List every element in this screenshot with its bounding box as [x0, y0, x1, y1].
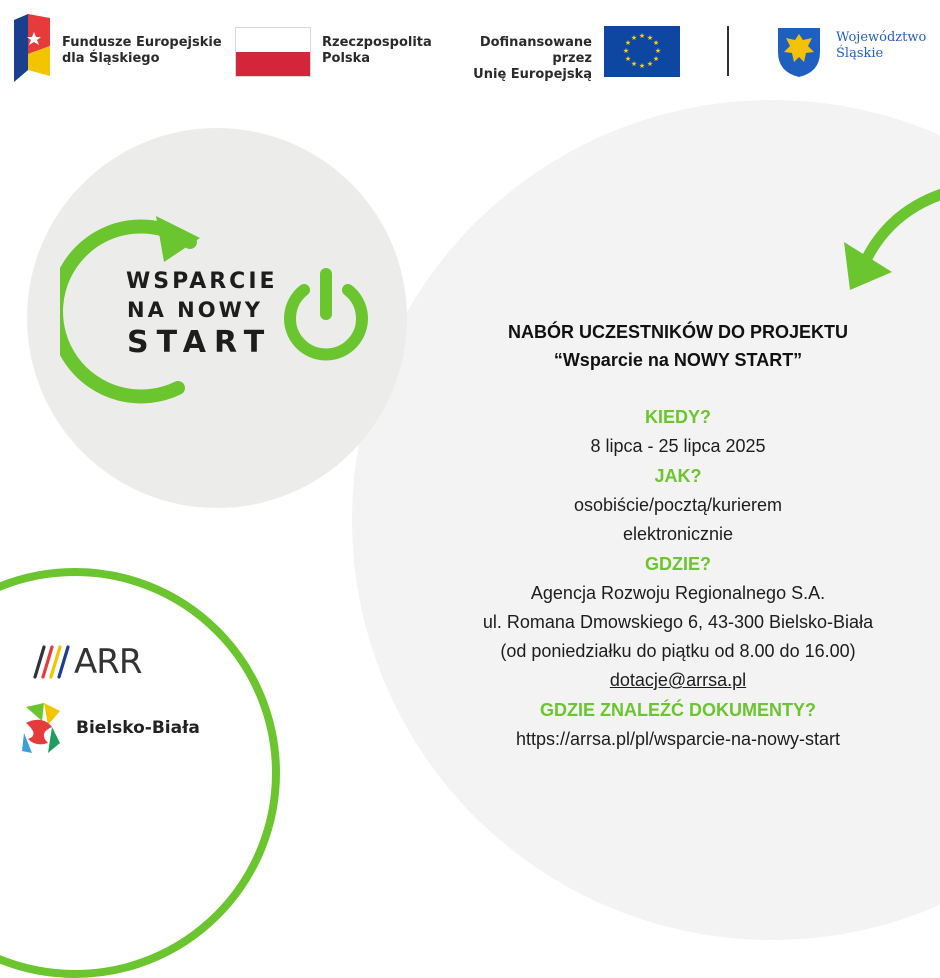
- svg-text:★: ★: [638, 32, 646, 40]
- arr-stripes-icon: [32, 644, 74, 680]
- arr-logo: [32, 644, 142, 680]
- arr-logo-text: ARR: [74, 642, 142, 682]
- green-arrow-icon: [830, 186, 940, 296]
- svg-text:★: ★: [622, 47, 630, 55]
- woj-logo-text: Województwo Śląskie: [836, 30, 927, 61]
- when-heading: KIEDY?: [644, 407, 711, 427]
- decorative-green-ring: [0, 568, 280, 978]
- svg-text:★: ★: [630, 60, 638, 68]
- svg-text:★: ★: [630, 34, 638, 42]
- svg-text:★: ★: [646, 60, 654, 68]
- logo-line-1: WSPARCIE: [126, 269, 278, 294]
- polish-flag-icon: [235, 27, 311, 77]
- svg-text:★: ★: [652, 39, 660, 47]
- where-line-3: (od poniedziałku do piątku od 8.00 do 16.00): [500, 641, 856, 661]
- eu-funding-text: Dofinansowane przez Unię Europejską: [473, 35, 592, 82]
- how-value-1: osobiście/pocztą/kurierem: [573, 495, 783, 515]
- email-link[interactable]: dotacje@arrsa.pl: [609, 670, 747, 690]
- svg-text:★: ★: [654, 47, 662, 55]
- title-line-1: NABÓR UCZESTNIKÓW DO PROJEKTU: [507, 322, 848, 342]
- how-heading: JAK?: [654, 466, 702, 486]
- where-heading: GDZIE?: [645, 554, 711, 574]
- svg-text:★: ★: [624, 55, 632, 63]
- svg-text:★: ★: [652, 55, 660, 63]
- when-value: 8 lipca - 25 lipca 2025: [590, 436, 766, 456]
- bielsko-biala-text: Bielsko-Biała: [76, 718, 200, 738]
- silesia-coat-of-arms-icon: [776, 26, 822, 78]
- title-line-2: “Wsparcie na NOWY START”: [553, 350, 803, 370]
- logo-line-3: START: [127, 325, 273, 360]
- rp-logo-text: Rzeczpospolita Polska: [322, 35, 432, 66]
- recruitment-info: [420, 318, 936, 754]
- fe-logo-text: Fundusze Europejskie dla Śląskiego: [62, 35, 222, 66]
- svg-text:★: ★: [624, 39, 632, 47]
- power-icon: [276, 266, 376, 366]
- header-divider: [727, 26, 729, 76]
- where-line-2: ul. Romana Dmowskiego 6, 43-300 Bielsko-Biała: [482, 612, 874, 632]
- where-line-1: Agencja Rozwoju Regionalnego S.A.: [530, 583, 826, 603]
- how-value-2: elektronicznie: [622, 524, 734, 544]
- documents-url[interactable]: https://arrsa.pl/pl/wsparcie-na-nowy-start: [515, 729, 841, 749]
- logo-line-2: NA NOWY: [127, 298, 263, 322]
- eu-flag-icon: [604, 26, 680, 77]
- fe-logo-icon: [14, 14, 50, 82]
- bielsko-biala-emblem-icon: [22, 703, 62, 755]
- svg-text:★: ★: [646, 34, 654, 42]
- svg-text:★: ★: [638, 62, 646, 70]
- documents-heading: GDZIE ZNALEŹĆ DOKUMENTY?: [540, 700, 816, 720]
